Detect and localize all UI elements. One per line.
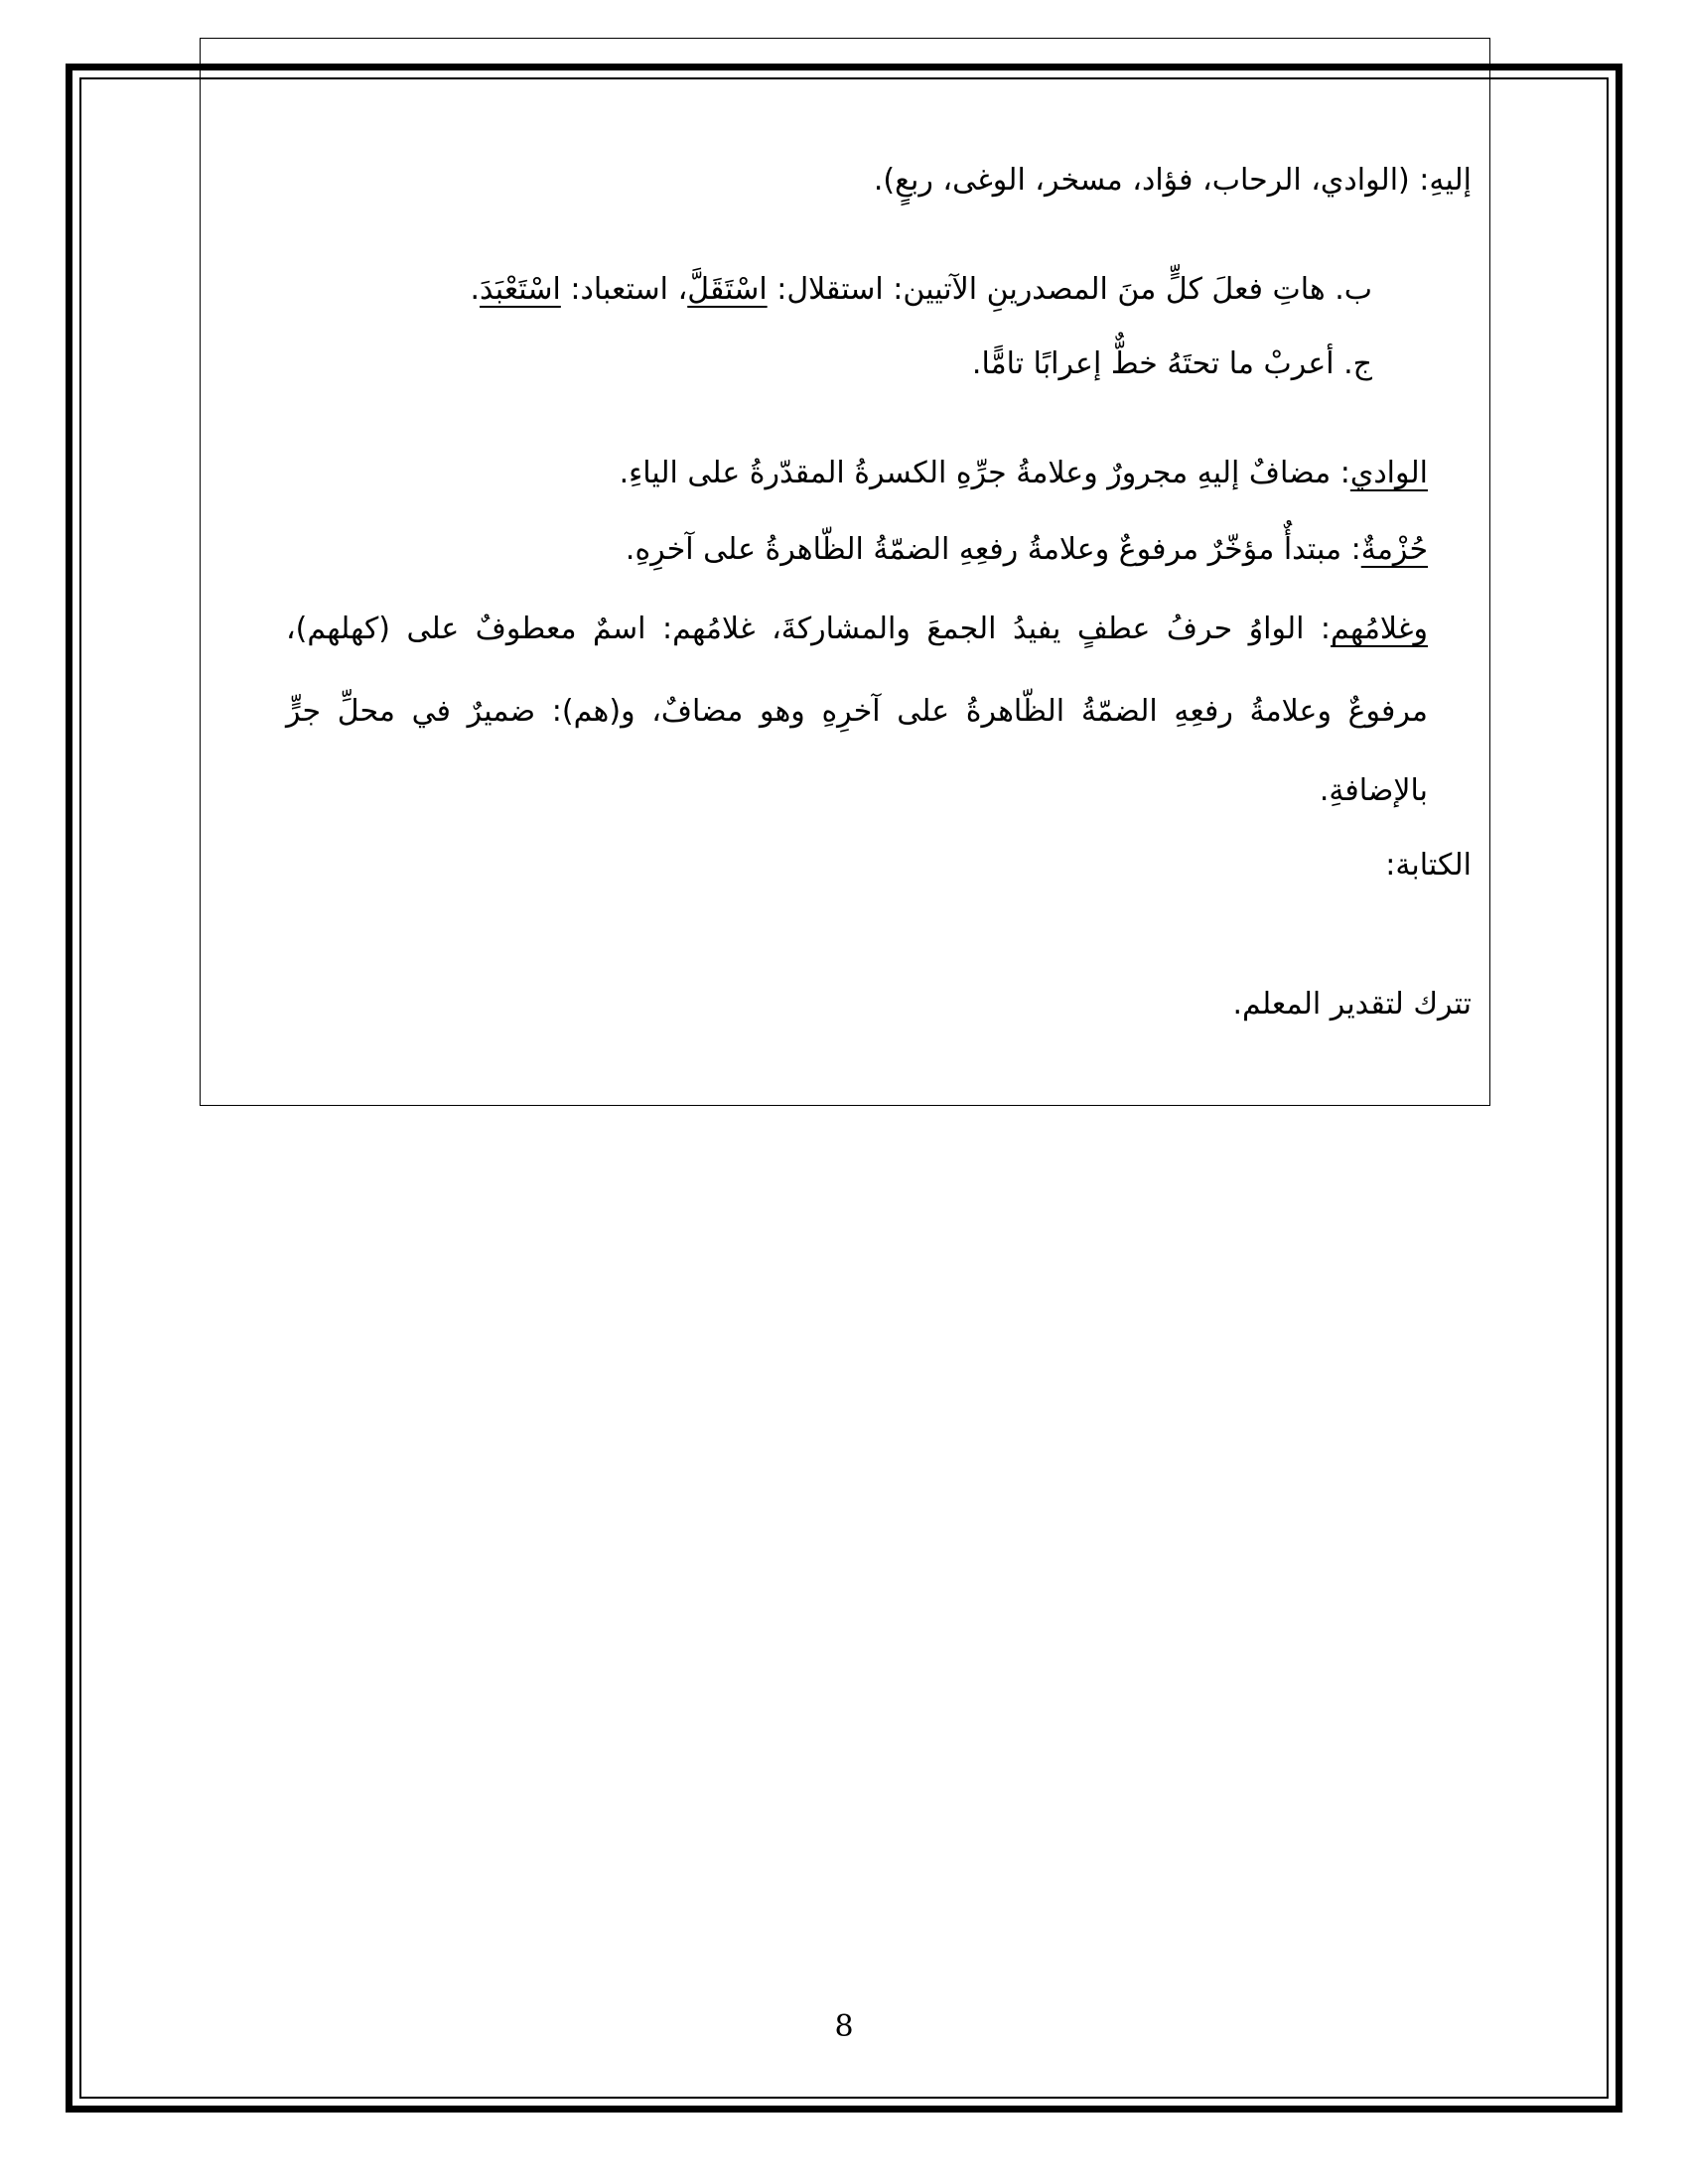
parsing-ghulam-text-1: : الواوُ حرفُ عطفٍ يفيدُ الجمعَ والمشاركةَ، غلامُهم: اسمٌ معطوفٌ على (كهلهم)، — [286, 612, 1332, 646]
question-c — [280, 342, 1372, 386]
parsing-wadi-text: : مضافٌ إليهِ مجرورٌ وعلامةُ جرِّهِ الكسرةُ المقدّرةُ على الياءِ. — [619, 456, 1350, 490]
question-b-text-2: استعباد: — [560, 272, 669, 307]
writing-heading-text: الكتابة: — [1385, 848, 1472, 883]
parsing-wadi-term: الوادي — [1349, 456, 1428, 490]
writing-heading — [876, 844, 1472, 887]
question-b-text: ب. هاتِ فعلَ كلٍّ منَ المصدرينِ الآتيين: استقلال: — [767, 272, 1372, 307]
verb-istaqalla: اسْتَقَلَّ — [687, 272, 768, 307]
parsing-ghulam-line-3 — [286, 769, 1428, 813]
writing-note — [876, 983, 1472, 1026]
parsing-ghulam-line-1 — [286, 608, 1428, 651]
end-period: . — [470, 272, 481, 307]
parsing-ghulam-line-2 — [286, 690, 1428, 734]
parsing-ghulam-term: وغلامُهم — [1331, 612, 1428, 646]
writing-note-text: تترك لتقدير المعلم. — [1232, 987, 1472, 1022]
page-number: 8 — [834, 2009, 854, 2044]
parsing-huzma — [286, 528, 1428, 572]
vocab-text: إليهِ: (الوادي، الرحاب، فؤاد، مسخر، الوغى، ربعٍ). — [873, 163, 1472, 198]
question-b — [280, 268, 1372, 312]
parsing-huzma-term: حُزْمةٌ — [1360, 532, 1428, 567]
parsing-wadi — [286, 452, 1428, 495]
question-c-text: ج. أعربْ ما تحتَهُ خطٌّ إعرابًا تامًّا. — [971, 346, 1372, 381]
verb-istabada: اسْتَعْبَدَ — [480, 272, 561, 307]
separator: ، — [668, 272, 688, 307]
parsing-ghulam-text-3: بالإضافةِ. — [1319, 773, 1428, 808]
parsing-ghulam-text-2: مرفوعٌ وعلامةُ رفعِهِ الضمّةُ الظّاهرةُ على آخرِهِ وهو مضافٌ، و(هم): ضميرٌ في محلِّ جرٍّ — [286, 694, 1428, 729]
parsing-huzma-text: : مبتدأٌ مؤخّرٌ مرفوعٌ وعلامةُ رفعِهِ الضمّةُ الظّاهرةُ على آخرِهِ. — [625, 532, 1361, 567]
vocab-line — [280, 159, 1472, 203]
